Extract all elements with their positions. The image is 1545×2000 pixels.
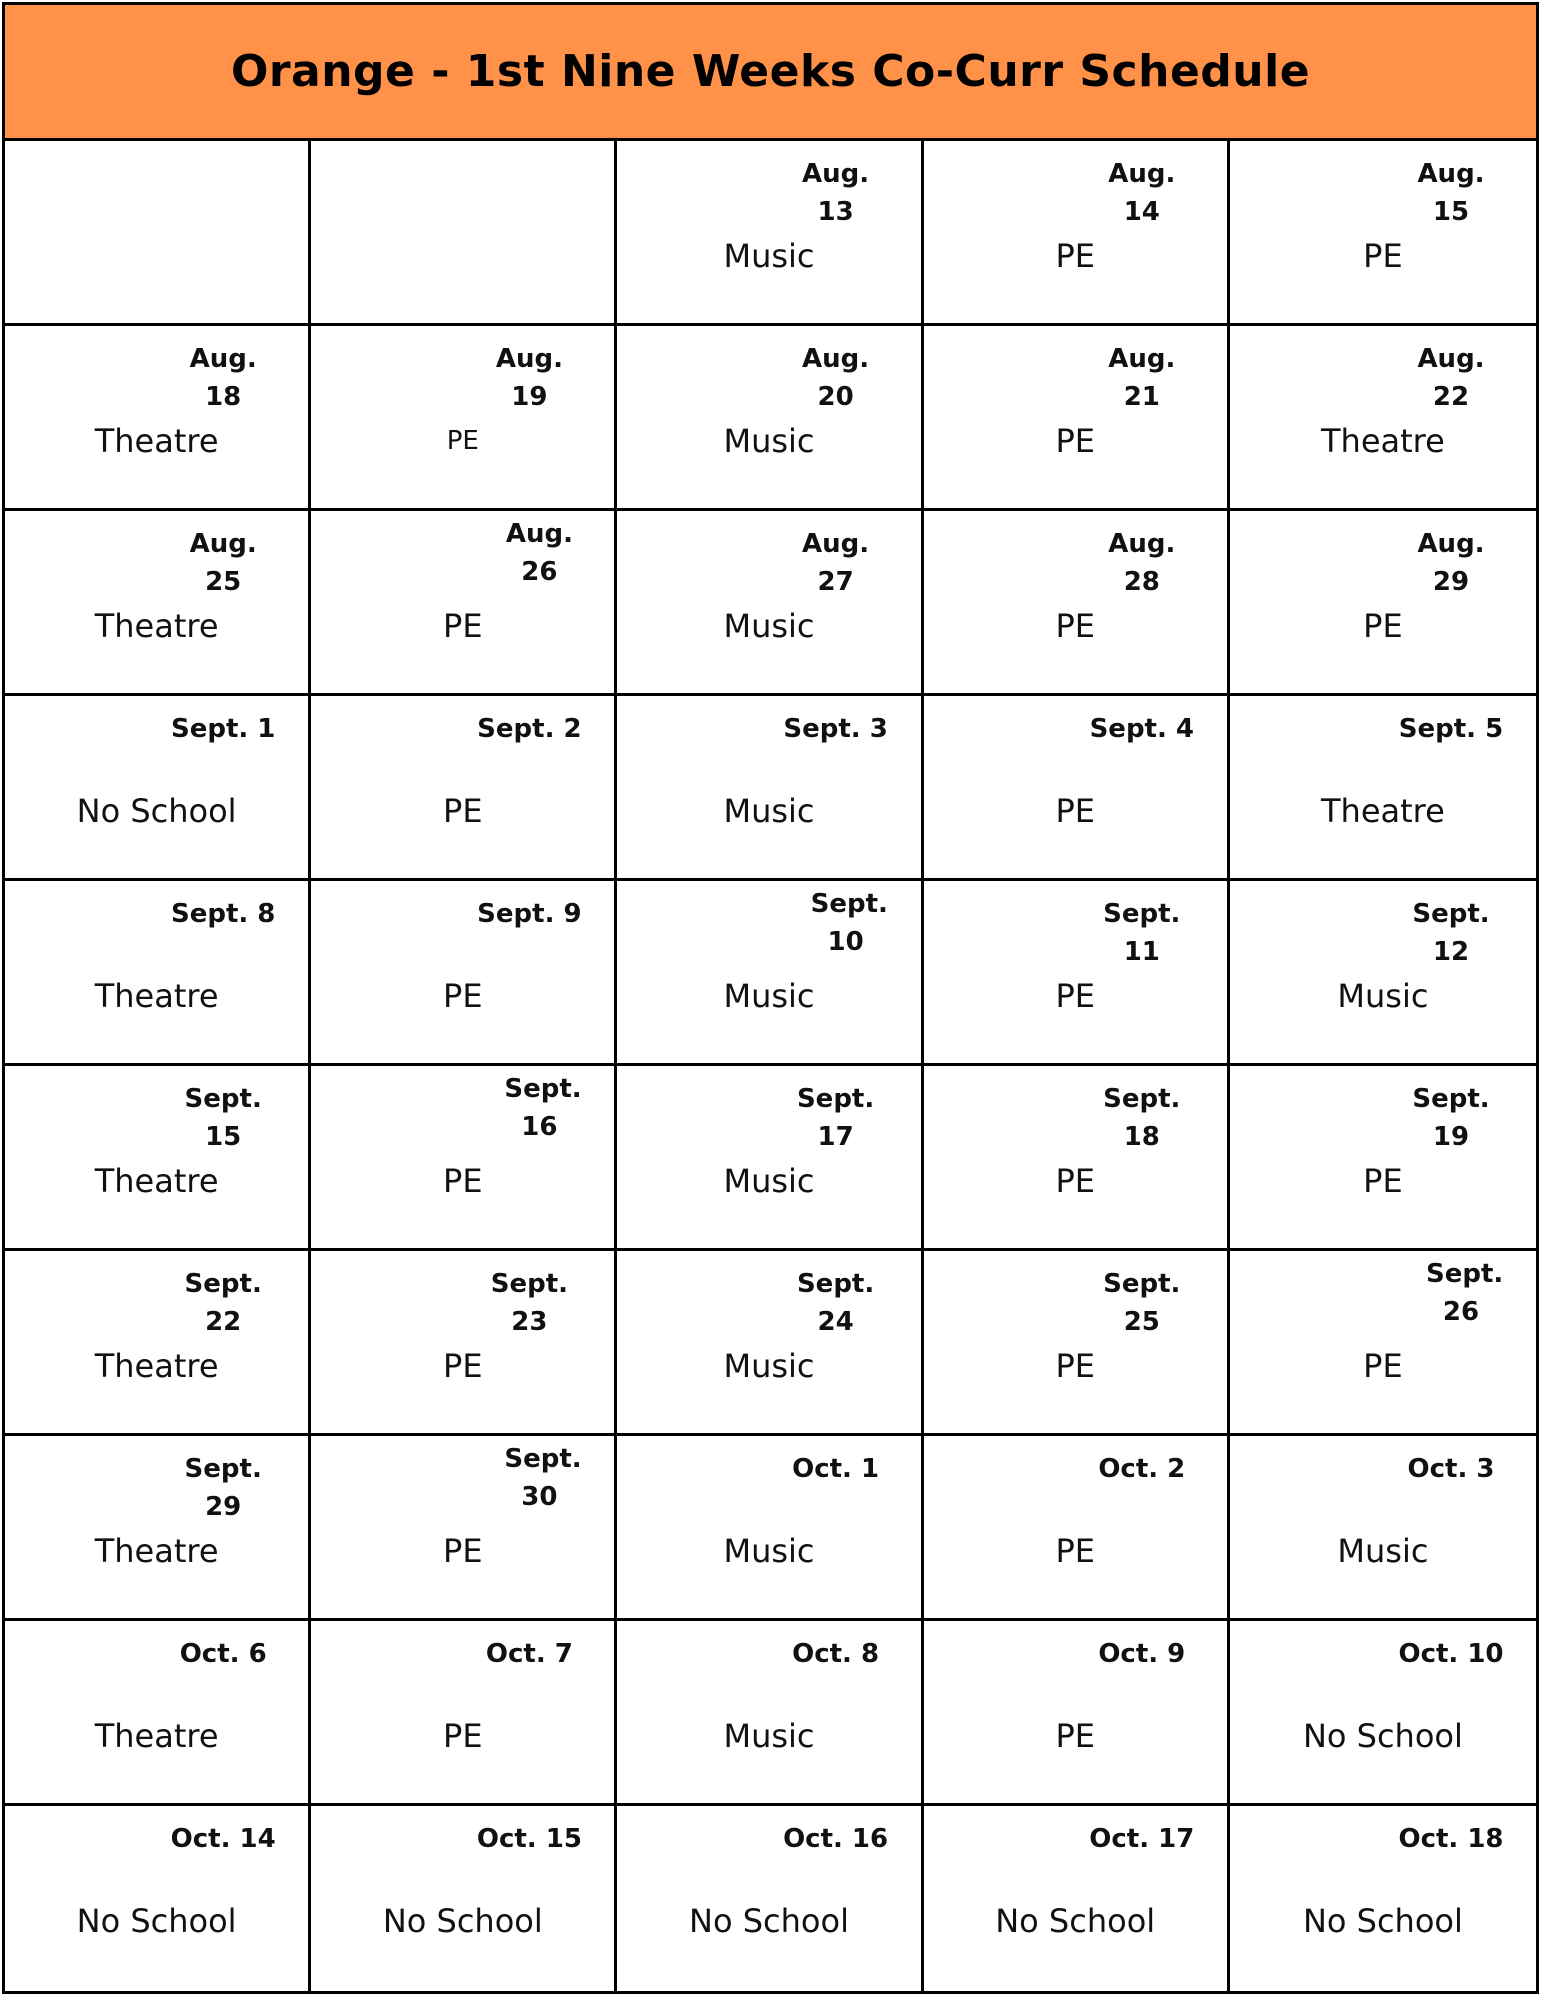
cell-date: Aug. 27 bbox=[802, 529, 870, 597]
cell-subject: PE bbox=[1055, 607, 1095, 645]
cell-date: Oct. 15 bbox=[476, 1824, 582, 1854]
cell-subject: Theatre bbox=[1320, 422, 1445, 460]
calendar-cell bbox=[1230, 511, 1536, 696]
calendar-cell bbox=[5, 1436, 311, 1621]
schedule-sheet bbox=[2, 2, 1539, 1994]
cell-subject: No School bbox=[689, 1902, 849, 1940]
cell-date: Sept. 25 bbox=[1103, 1269, 1181, 1337]
cell-date: Oct. 2 bbox=[1098, 1454, 1186, 1484]
cell-date: Aug. 22 bbox=[1417, 344, 1485, 412]
cell-subject: PE bbox=[443, 1162, 483, 1200]
cell-date: Aug. 18 bbox=[189, 344, 257, 412]
cell-subject: PE bbox=[1055, 1717, 1095, 1755]
cell-date: Sept. 10 bbox=[810, 889, 888, 957]
cell-subject: PE bbox=[443, 977, 483, 1015]
calendar-cell bbox=[924, 1251, 1230, 1436]
cell-subject: Theatre bbox=[94, 1162, 219, 1200]
calendar-cell bbox=[5, 326, 311, 511]
cell-subject: PE bbox=[1363, 237, 1403, 275]
calendar-cell bbox=[1230, 1066, 1536, 1251]
cell-date: Oct. 17 bbox=[1089, 1824, 1195, 1854]
cell-date: Aug. 26 bbox=[505, 519, 573, 587]
calendar-cell bbox=[617, 1621, 923, 1806]
cell-subject: Music bbox=[723, 792, 815, 830]
cell-subject: No School bbox=[76, 1902, 237, 1940]
calendar-cell bbox=[5, 1621, 311, 1806]
calendar-cell bbox=[617, 326, 923, 511]
cell-subject: PE bbox=[1363, 1347, 1403, 1385]
cell-date: Oct. 1 bbox=[792, 1454, 880, 1484]
cell-subject: Theatre bbox=[1320, 792, 1445, 830]
cell-date: Aug. 28 bbox=[1108, 529, 1176, 597]
calendar-cell bbox=[311, 1251, 617, 1436]
cell-date: Aug. 19 bbox=[495, 344, 563, 412]
cell-date: Sept. 17 bbox=[796, 1084, 875, 1152]
calendar-cell bbox=[1230, 1436, 1536, 1621]
cell-subject: PE bbox=[443, 1532, 483, 1570]
cell-subject: PE bbox=[443, 607, 483, 645]
calendar-cell bbox=[924, 141, 1230, 326]
calendar-cell bbox=[5, 1806, 311, 1991]
cell-date: Oct. 3 bbox=[1407, 1454, 1495, 1484]
cell-date: Sept. 26 bbox=[1426, 1259, 1504, 1327]
cell-date: Aug. 29 bbox=[1417, 529, 1485, 597]
cell-subject: PE bbox=[443, 792, 483, 830]
cell-date: Aug. 25 bbox=[189, 529, 257, 597]
cell-subject: Music bbox=[723, 1532, 815, 1570]
cell-subject: Music bbox=[1337, 977, 1429, 1015]
cell-date: Sept. 22 bbox=[184, 1269, 262, 1337]
calendar-cell bbox=[1230, 881, 1536, 1066]
calendar-cell bbox=[5, 696, 311, 881]
cell-subject: Theatre bbox=[94, 977, 219, 1015]
cell-date: Sept. 16 bbox=[504, 1074, 582, 1142]
calendar-cell bbox=[311, 1621, 617, 1806]
calendar-cell bbox=[617, 1251, 923, 1436]
cell-subject: Music bbox=[1337, 1532, 1429, 1570]
cell-date: Aug. 15 bbox=[1417, 159, 1485, 227]
cell-subject: Music bbox=[723, 1347, 815, 1385]
cell-subject: No School bbox=[382, 1902, 543, 1940]
calendar-cell bbox=[311, 1436, 617, 1621]
calendar-cell bbox=[924, 1806, 1230, 1991]
cell-subject: Music bbox=[723, 422, 815, 460]
cell-date: Aug. 21 bbox=[1108, 344, 1176, 412]
calendar-cell bbox=[5, 511, 311, 696]
cell-subject: PE bbox=[1055, 422, 1095, 460]
cell-subject: Theatre bbox=[94, 1532, 219, 1570]
calendar-cell bbox=[617, 141, 923, 326]
cell-subject: PE bbox=[446, 426, 479, 456]
cell-subject: Music bbox=[723, 1717, 815, 1755]
cell-subject: No School bbox=[995, 1902, 1156, 1940]
cell-subject: PE bbox=[443, 1347, 483, 1385]
cell-date: Oct. 8 bbox=[792, 1639, 880, 1669]
cell-date: Sept. 1 bbox=[170, 714, 276, 744]
calendar-cell bbox=[5, 1066, 311, 1251]
cell-subject: Theatre bbox=[94, 1347, 219, 1385]
cell-date: Oct. 7 bbox=[485, 1639, 573, 1669]
calendar-cell bbox=[617, 1806, 923, 1991]
cell-subject: Music bbox=[723, 607, 815, 645]
calendar-cell bbox=[311, 326, 617, 511]
cell-date: Sept. 3 bbox=[783, 714, 888, 744]
cell-subject: No School bbox=[76, 792, 237, 830]
cell-date: Sept. 2 bbox=[477, 714, 582, 744]
calendar-cell bbox=[1230, 696, 1536, 881]
cell-date: Sept. 29 bbox=[184, 1454, 262, 1522]
cell-subject: PE bbox=[1055, 1162, 1095, 1200]
cell-subject: Music bbox=[723, 1162, 815, 1200]
calendar-cell bbox=[5, 141, 311, 326]
cell-date: Oct. 16 bbox=[783, 1824, 889, 1854]
calendar-cell bbox=[311, 511, 617, 696]
calendar-cell bbox=[1230, 1251, 1536, 1436]
cell-date: Sept. 11 bbox=[1103, 899, 1181, 967]
calendar-cell bbox=[924, 326, 1230, 511]
schedule-title: Orange - 1st Nine Weeks Co-Curr Schedule bbox=[230, 46, 1311, 97]
cell-date: Oct. 6 bbox=[179, 1639, 267, 1669]
schedule-grid bbox=[5, 141, 1536, 1991]
cell-subject: PE bbox=[1055, 237, 1095, 275]
cell-date: Aug. 14 bbox=[1108, 159, 1176, 227]
cell-date: Sept. 4 bbox=[1089, 714, 1194, 744]
cell-subject: No School bbox=[1302, 1902, 1463, 1940]
cell-date: Sept. 8 bbox=[170, 899, 276, 929]
cell-subject: PE bbox=[1055, 1347, 1095, 1385]
calendar-cell bbox=[617, 1436, 923, 1621]
calendar-cell bbox=[924, 1621, 1230, 1806]
cell-subject: Music bbox=[723, 237, 815, 275]
calendar-cell bbox=[924, 881, 1230, 1066]
calendar-cell bbox=[617, 1066, 923, 1251]
cell-date: Sept. 12 bbox=[1412, 899, 1490, 967]
cell-date: Sept. 19 bbox=[1412, 1084, 1490, 1152]
calendar-cell bbox=[1230, 1806, 1536, 1991]
calendar-cell bbox=[924, 1066, 1230, 1251]
cell-date: Sept. 23 bbox=[490, 1269, 569, 1337]
cell-date: Sept. 5 bbox=[1398, 714, 1504, 744]
cell-date: Aug. 20 bbox=[802, 344, 870, 412]
calendar-cell bbox=[924, 696, 1230, 881]
cell-date: Oct. 10 bbox=[1398, 1639, 1504, 1669]
cell-subject: Music bbox=[723, 977, 815, 1015]
cell-subject: PE bbox=[1363, 1162, 1403, 1200]
cell-date: Sept. 15 bbox=[184, 1084, 262, 1152]
calendar-cell bbox=[924, 1436, 1230, 1621]
cell-date: Sept. 30 bbox=[504, 1444, 582, 1512]
calendar-cell bbox=[617, 696, 923, 881]
cell-date: Sept. 18 bbox=[1103, 1084, 1181, 1152]
cell-date: Oct. 18 bbox=[1398, 1824, 1504, 1854]
cell-subject: Theatre bbox=[94, 607, 219, 645]
cell-date: Sept. 24 bbox=[796, 1269, 875, 1337]
schedule-header bbox=[5, 5, 1536, 141]
calendar-cell bbox=[924, 511, 1230, 696]
cell-date: Sept. 9 bbox=[477, 899, 582, 929]
calendar-cell bbox=[617, 511, 923, 696]
calendar-cell bbox=[311, 1066, 617, 1251]
cell-subject: PE bbox=[1055, 1532, 1095, 1570]
calendar-cell bbox=[1230, 1621, 1536, 1806]
calendar-cell bbox=[1230, 141, 1536, 326]
cell-subject: PE bbox=[1055, 977, 1095, 1015]
cell-subject: PE bbox=[1363, 607, 1403, 645]
cell-subject: Theatre bbox=[94, 1717, 219, 1755]
calendar-cell bbox=[311, 881, 617, 1066]
calendar-cell bbox=[311, 696, 617, 881]
calendar-cell bbox=[617, 881, 923, 1066]
calendar-cell bbox=[311, 1806, 617, 1991]
cell-subject: No School bbox=[1302, 1717, 1463, 1755]
calendar-cell bbox=[1230, 326, 1536, 511]
cell-subject: Theatre bbox=[94, 422, 219, 460]
cell-subject: PE bbox=[1055, 792, 1095, 830]
calendar-cell bbox=[5, 881, 311, 1066]
cell-date: Oct. 14 bbox=[170, 1824, 276, 1854]
cell-date: Aug. 13 bbox=[802, 159, 870, 227]
calendar-cell bbox=[5, 1251, 311, 1436]
calendar-cell bbox=[311, 141, 617, 326]
cell-subject: PE bbox=[443, 1717, 483, 1755]
cell-date: Oct. 9 bbox=[1098, 1639, 1186, 1669]
